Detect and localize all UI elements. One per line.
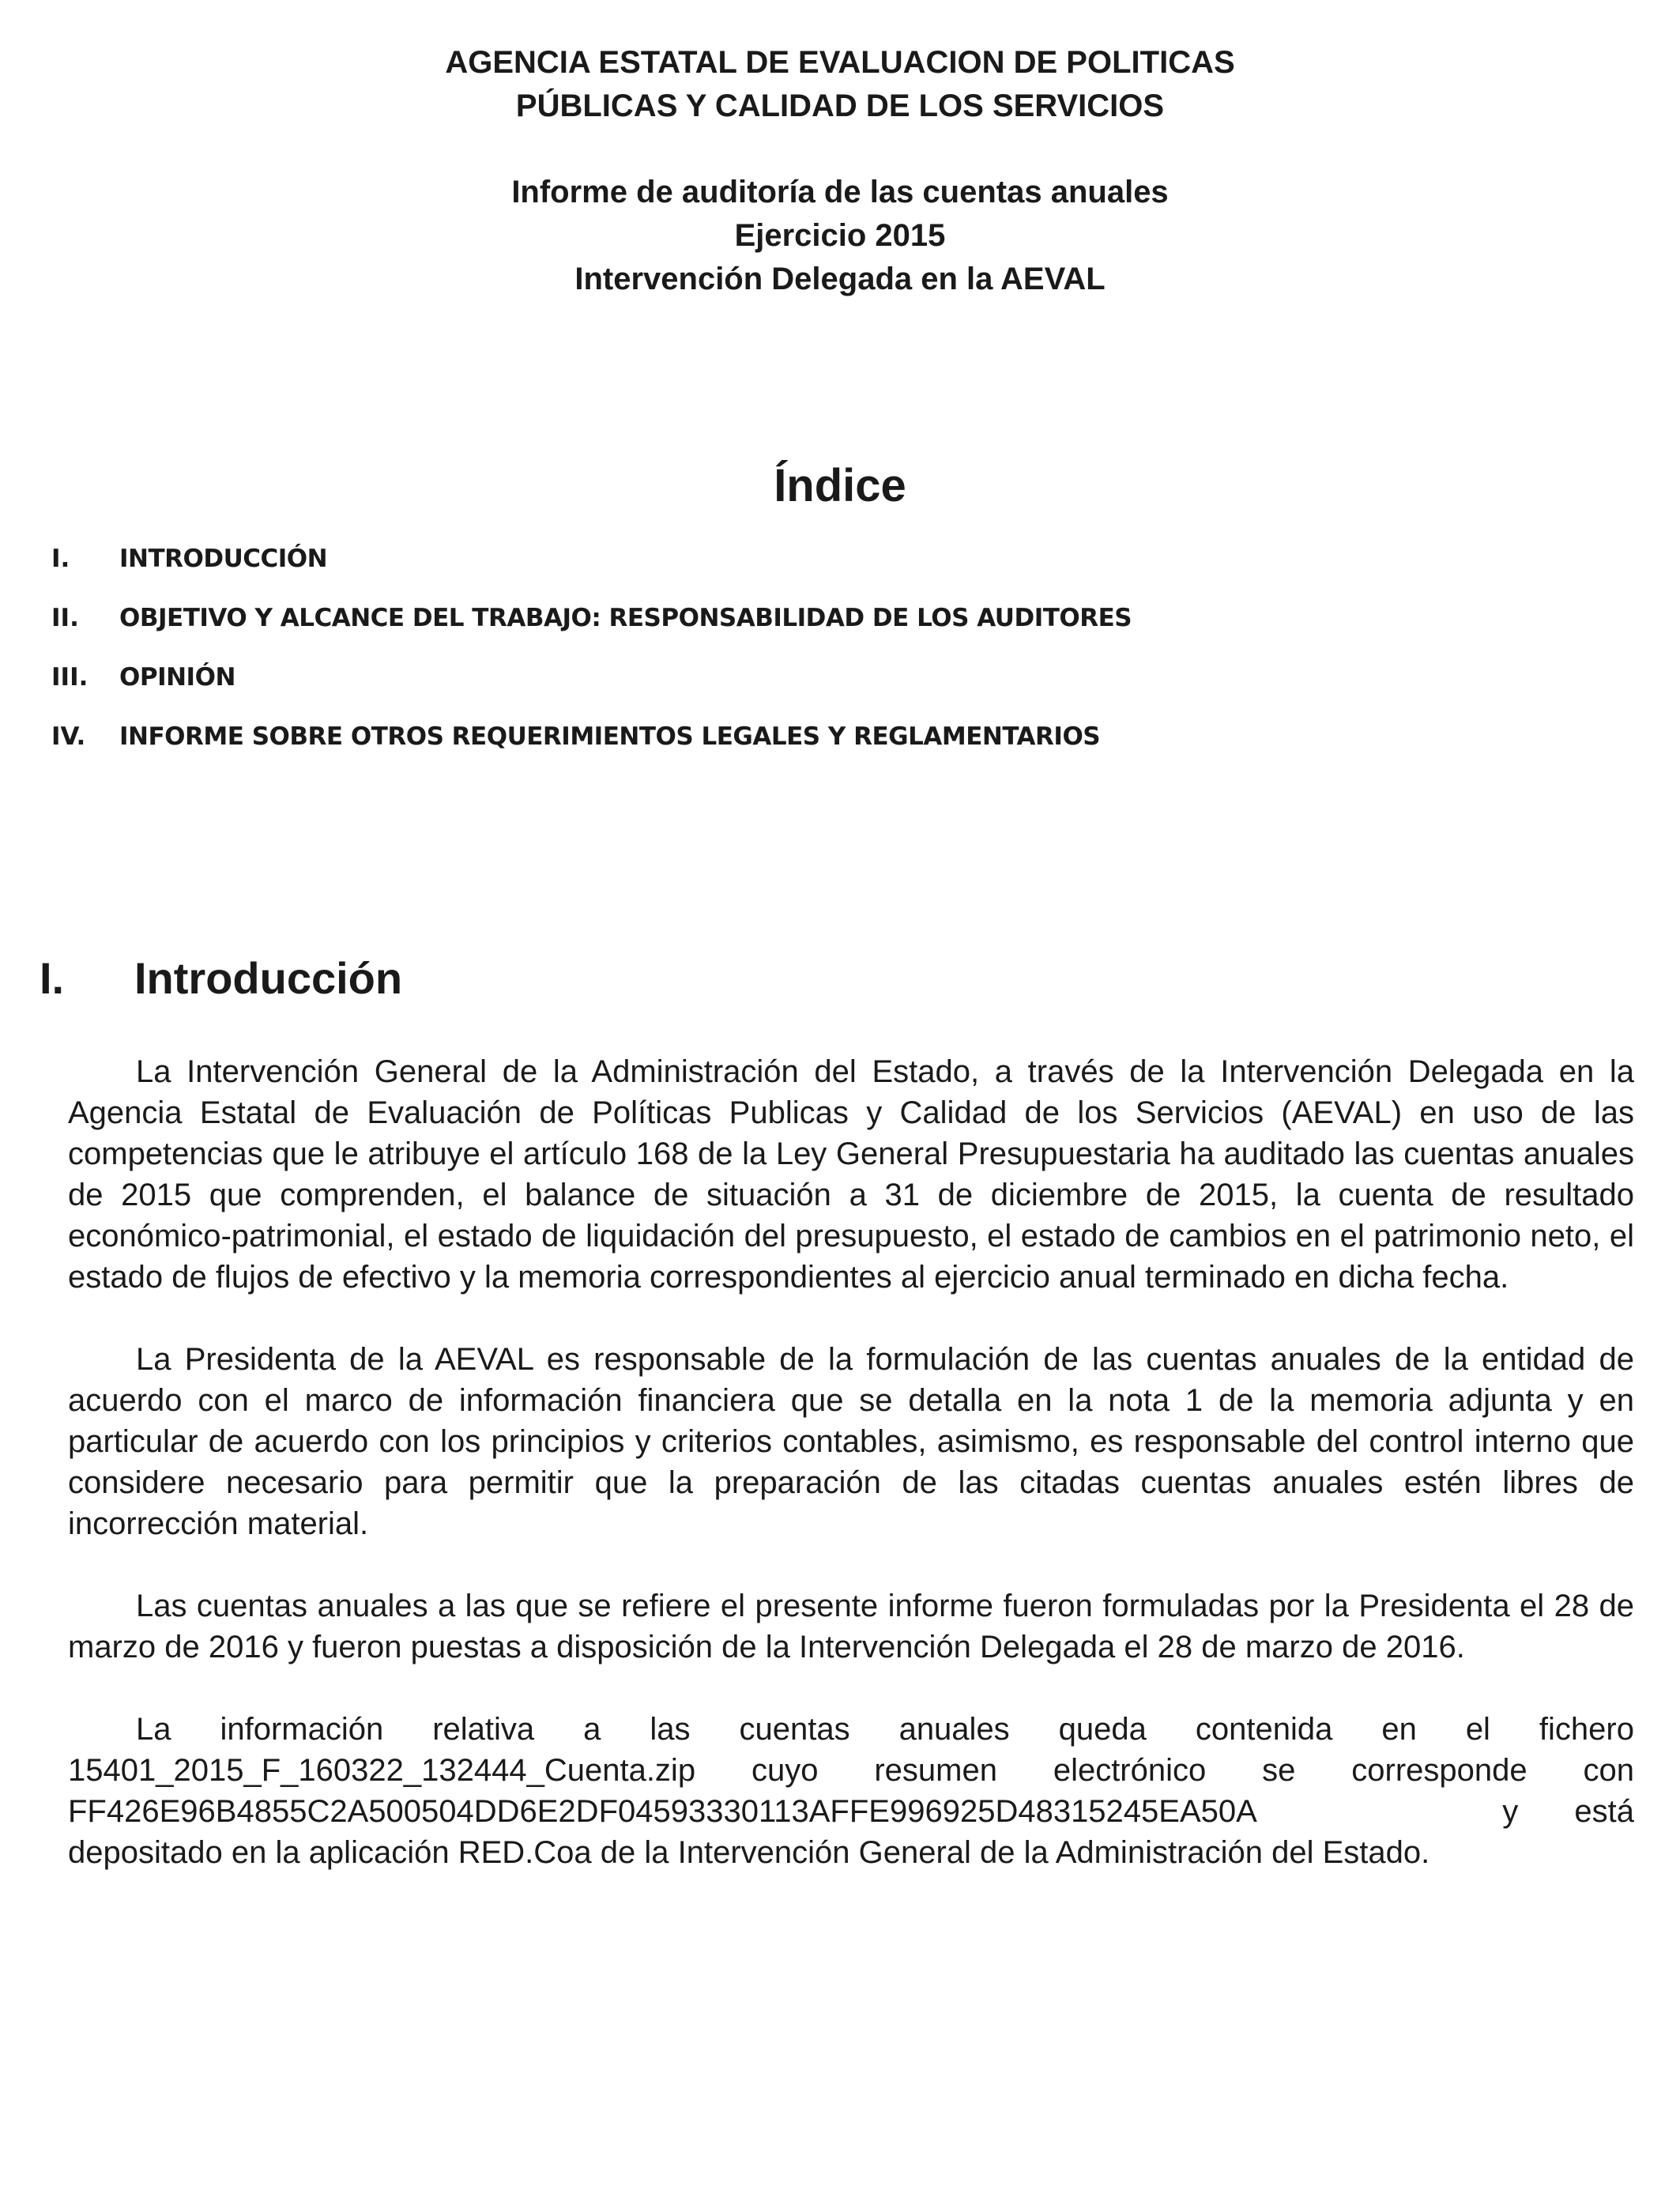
fichero-line-3 <box>68 1791 1634 1832</box>
hash-tail: y está <box>1502 1794 1634 1829</box>
toc-item-label: INFORME SOBRE OTROS REQUERIMIENTOS LEGALES Y REGLAMENTARIOS <box>119 722 1101 751</box>
hash-value: FF426E96B4855C2A500504DD6E2DF04593330113AFFE996925D48315245EA50A <box>68 1794 1257 1829</box>
toc-item-label: OBJETIVO Y ALCANCE DEL TRABAJO: RESPONSABILIDAD DE LOS AUDITORES <box>119 604 1132 632</box>
toc-item-objetivo-alcance[interactable] <box>51 598 1592 658</box>
toc-item-label: OPINIÓN <box>119 663 235 692</box>
agency-name-line-2: PÚBLICAS Y CALIDAD DE LOS SERVICIOS <box>515 89 1165 123</box>
toc-item-introduccion[interactable] <box>51 539 1592 598</box>
section-number: I. <box>40 953 65 1003</box>
fichero-line-2: 15401_2015_F_160322_132444_Cuenta.zip cuyo resumen electrónico se corresponde con <box>68 1753 1634 1788</box>
agency-name-line-1: AGENCIA ESTATAL DE EVALUACION DE POLITICAS <box>445 45 1235 80</box>
fichero-line-1-text: La información relativa a las cuentas anuales queda contenida en el fichero <box>136 1712 1634 1747</box>
toc-item-number: III. <box>51 663 89 692</box>
section-body <box>68 1051 1634 1873</box>
section-title: Introducción <box>134 953 403 1003</box>
report-title: Informe de auditoría de las cuentas anuales <box>511 175 1169 209</box>
paragraph-intervencion: La Intervención General de la Administración del Estado, a través de la Intervención Delegada en la Agencia Estatal de Evaluación de Políticas Publicas y Calidad de los Servicios (AEVAL) en uso de las competencias que le atribuye el artículo 168 de la Ley General Presupuestaria ha auditado las cuentas anuales de 2015 que comprenden, el balance de situación a 31 de diciembre de 2015, la cuenta de resultado económico-patrimonial, el estado de liquidación del presupuesto, el estado de cambios en el patrimonio neto, el estado de flujos de efectivo y la memoria correspondientes al ejercicio anual terminado en dicha fecha. <box>68 1054 1634 1295</box>
toc-item-label: INTRODUCCIÓN <box>119 545 328 573</box>
office-name: Intervención Delegada en la AEVAL <box>574 262 1106 296</box>
toc-item-opinion[interactable] <box>51 658 1592 717</box>
fichero-line-4: depositado en la aplicación RED.Coa de la Intervención General de la Administración del Estado. <box>68 1835 1430 1870</box>
toc-item-number: II. <box>51 604 79 632</box>
document-header <box>0 41 1680 301</box>
fichero-line-1 <box>68 1709 1634 1750</box>
toc-item-number: IV. <box>51 722 86 751</box>
paragraph-presidenta: La Presidenta de la AEVAL es responsable de la formulación de las cuentas anuales de la entidad de acuerdo con el marco de información financiera que se detalla en la nota 1 de la memoria adjunta y en particular de acuerdo con los principios y criterios contables, asimismo, es responsable del control interno que considere necesario para permitir que la preparación de las citadas cuentas anuales estén libres de incorrección material. <box>68 1342 1634 1541</box>
index-title: Índice <box>774 460 906 511</box>
paragraph-fichero <box>68 1709 1634 1873</box>
fiscal-year: Ejercicio 2015 <box>734 218 946 253</box>
paragraph-cuentas-formuladas: Las cuentas anuales a las que se refiere el presente informe fueron formuladas por la Presidenta el 28 de marzo de 2016 y fueron puestas a disposición de la Intervención Delegada el 28 de marzo de 2016. <box>68 1589 1634 1664</box>
table-of-contents <box>51 539 1592 776</box>
toc-item-otros-requerimientos[interactable] <box>51 717 1592 776</box>
report-subtitle <box>0 171 1680 301</box>
toc-item-number: I. <box>51 545 70 573</box>
